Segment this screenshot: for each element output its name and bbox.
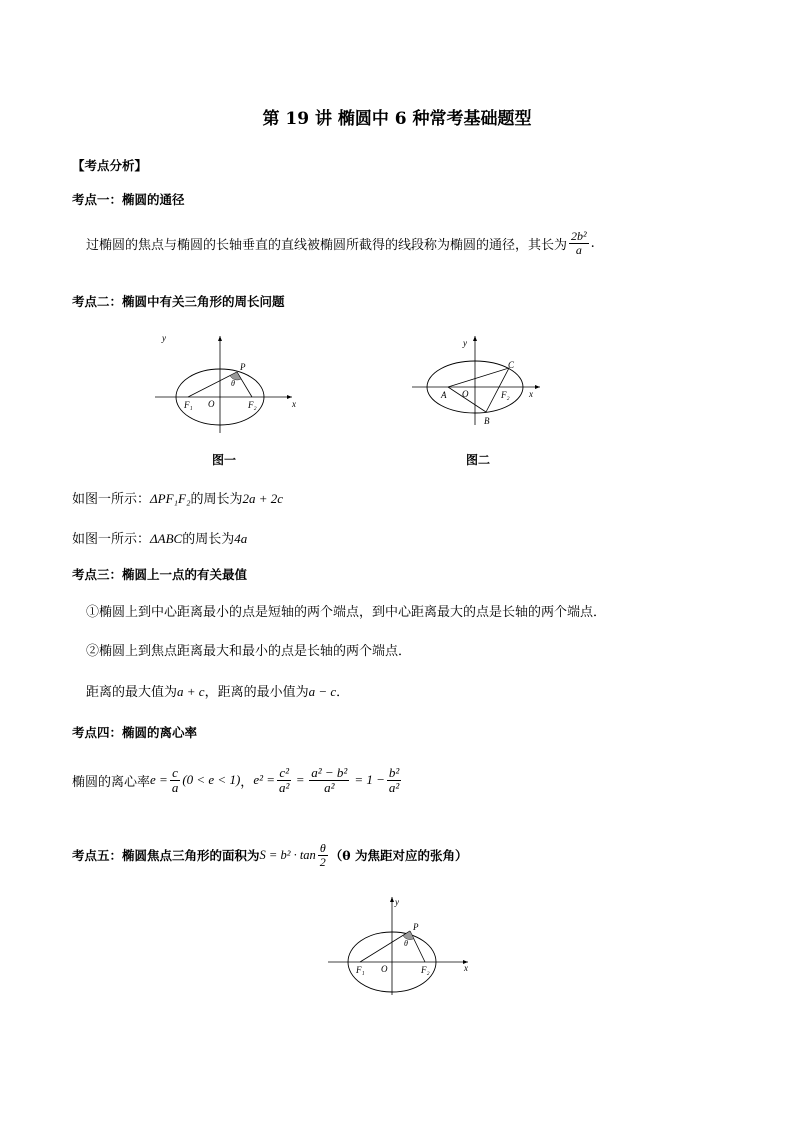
kp1-heading: 考点一：椭圆的通径 (72, 192, 185, 207)
kp4-frac-b2a2-den: a² (388, 779, 400, 795)
fig3-y-label: y (395, 897, 399, 907)
kp4-frac-diff-num: a² − b² (311, 765, 348, 780)
fig1-segment-pf1 (188, 372, 237, 397)
fig3-f1-label: F₁ (356, 965, 365, 975)
kp1-fraction-num: 2b² (571, 229, 587, 243)
kp2-heading: 考点二：椭圆中有关三角形的周长问题 (72, 294, 285, 309)
kp3-line3-a: 距离的最大值为 (86, 685, 178, 700)
kp5-line (72, 842, 468, 868)
kp1-text: 过椭圆的焦点与椭圆的长轴垂直的直线被椭圆所截得的线段称为椭圆的通径，其长为 (86, 237, 568, 253)
fig1-theta-label: θ (231, 379, 235, 388)
fig3-theta-label: θ (404, 939, 408, 948)
kp2-line2-mid: 的周长为 (182, 532, 235, 547)
fig2-o-label: O (462, 389, 469, 399)
kp4-frac-diff (309, 766, 349, 794)
kp4-frac-ca-den: a (171, 779, 179, 795)
fig2-x-label: x (529, 389, 533, 399)
kp4-frac-b2a2 (387, 766, 401, 794)
kp3-min: a − c (308, 684, 337, 699)
fig3-segment-pf1 (360, 931, 410, 962)
kp4-one-minus: = 1 − (354, 772, 385, 788)
kp2-line1 (72, 488, 283, 507)
fig1-f1-label: F₁ (184, 400, 193, 410)
kp3-max: a + c (177, 684, 205, 699)
kp4-e-eq: e = (150, 772, 168, 788)
kp4-frac-c2a2-num: c² (279, 765, 290, 780)
kp3-item2: ②椭圆上到焦点距离最大和最小的点是长轴的两个端点． (86, 644, 412, 659)
kp2-line2-prefix: 如图一所示： (72, 532, 151, 547)
kp4-frac-c2a2-den: a² (279, 779, 290, 795)
kp2-line2-val: 4a (234, 531, 248, 546)
section-header: 【考点分析】 (72, 158, 148, 173)
kp4-comma: ， (240, 774, 254, 790)
kp3-item1: ①椭圆上到中心距离最小的点是短轴的两个端点，到中心距离最大的点是长轴的两个端点． (86, 605, 607, 620)
kp4-range: (0 < e < 1) (182, 772, 241, 788)
fig3-o-label: O (381, 964, 388, 974)
fig2-caption: 图二 (466, 453, 491, 467)
fig2-b-label: B (484, 416, 490, 426)
kp2-line1-val: 2a + 2c (242, 491, 284, 506)
kp5-formula: S = b² · tan (259, 847, 316, 862)
kp4-frac-b2a2-num: b² (388, 765, 400, 780)
kp3-line3-b: ，距离的最小值为 (204, 685, 309, 700)
kp4-formula-line: 椭圆的离心率 e = $\frac{c}{a}$ (0 < e < 1) ， e² = $\frac{\text{c²}}{\text{a²}}$ = $\frac{\text{a² − b²}}{\text{a²}}$ = 1 − $\frac{\text{b²}}{\text{a²}}$ (72, 765, 400, 795)
kp2-line2 (72, 528, 247, 547)
figure-1 (150, 330, 300, 440)
fig2-y-arrow (473, 336, 477, 341)
kp5-heading: 考点五：椭圆焦点三角形的面积为 (72, 848, 260, 864)
kp1-end: . (590, 235, 595, 251)
fig1-p-label: P (240, 362, 246, 372)
kp2-line1-mid: 的周长为 (190, 492, 243, 507)
kp1-fraction-den: a (575, 242, 582, 257)
kp5-frac-num: θ (319, 841, 326, 855)
kp5-frac-den: 2 (319, 854, 326, 869)
fig3-x-label: x (464, 963, 468, 973)
fig2-f2-label: F₂ (501, 390, 510, 400)
figure-3 (324, 893, 476, 998)
fig1-x-label: x (292, 399, 296, 409)
kp4-e2: e² = (253, 772, 276, 788)
fig2-x-arrow (535, 385, 540, 389)
fig3-y-arrow (390, 897, 394, 902)
fig1-y-arrow (218, 336, 222, 341)
figure-2 (410, 330, 550, 430)
kp1-fraction (569, 230, 589, 256)
kp4-heading: 考点四：椭圆的离心率 (72, 725, 198, 740)
kp3-line3 (86, 681, 349, 700)
fig2-a-label: A (441, 390, 447, 400)
fig3-f2-label: F₂ (421, 965, 430, 975)
kp5-frac (318, 842, 328, 868)
fig1-f2-label: F₂ (248, 400, 257, 410)
kp4-frac-c2a2 (277, 766, 291, 794)
kp3-heading: 考点三：椭圆上一点的有关最值 (72, 567, 248, 582)
kp4-frac-ca-num: c (172, 765, 178, 780)
kp2-line1-prefix: 如图一所示： (72, 492, 151, 507)
kp5-note: （θ 为焦距对应的张角） (329, 848, 468, 864)
kp4-prefix: 椭圆的离心率 (72, 774, 151, 790)
fig2-y-label: y (463, 338, 467, 348)
kp2-line2-tri: ΔABC (150, 531, 183, 546)
fig1-o-label: O (208, 399, 215, 409)
fig1-caption: 图一 (212, 453, 237, 467)
kp4-frac-ca (170, 766, 181, 794)
kp4-frac-diff-den: a² (324, 779, 335, 795)
fig1-y-label: y (162, 333, 166, 343)
fig2-c-label: C (508, 360, 515, 370)
kp3-line3-end: ． (336, 685, 350, 700)
page-title: 第 19 讲 椭圆中 6 种常考基础题型 (262, 109, 532, 129)
fig2-segment-ac (448, 368, 509, 387)
fig3-p-label: P (413, 922, 419, 932)
kp1-text-line (86, 230, 595, 256)
kp2-line1-tri: ΔPF₁F₂ (150, 491, 191, 506)
